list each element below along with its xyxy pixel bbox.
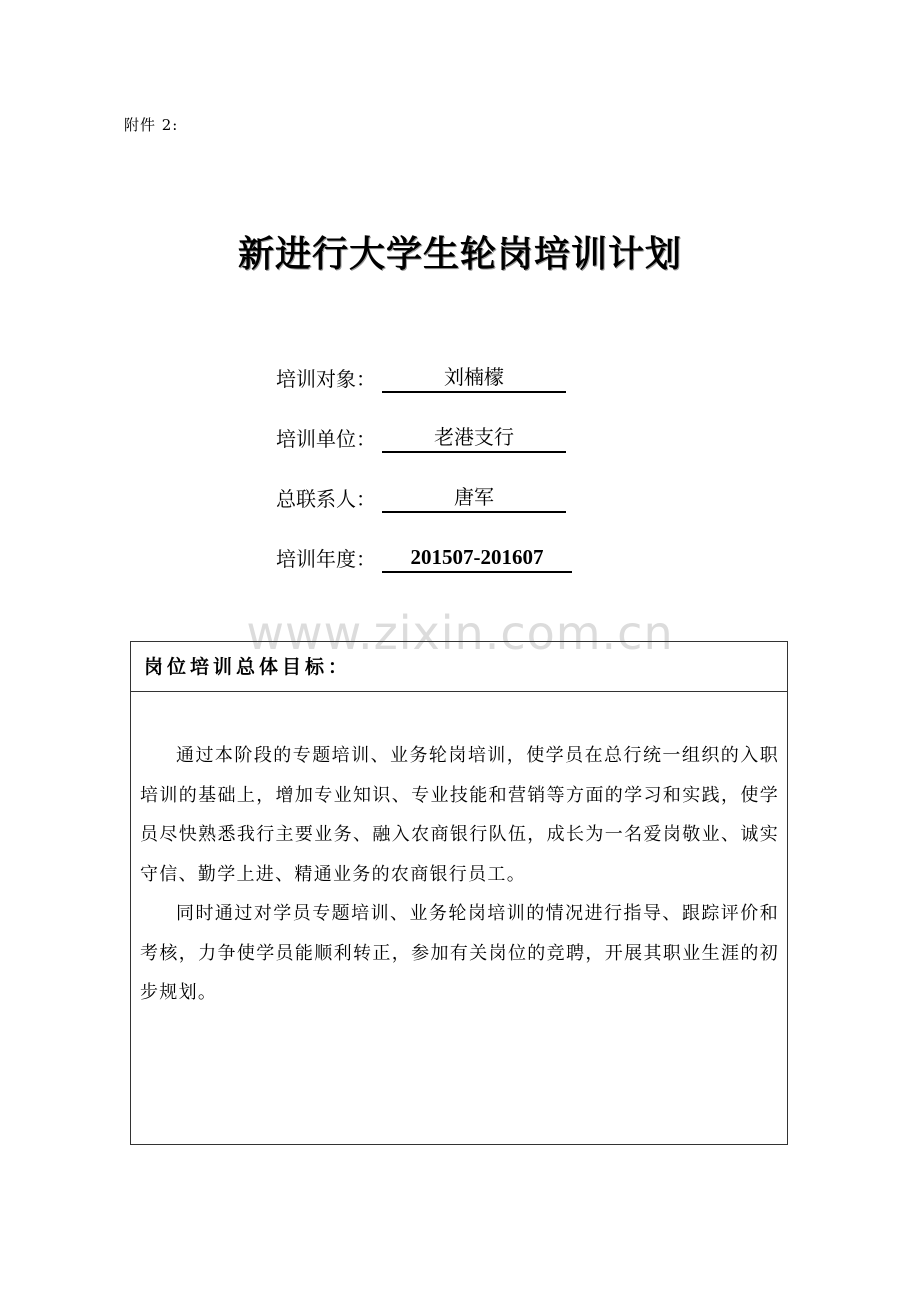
info-row-year bbox=[276, 544, 572, 574]
goal-body bbox=[131, 692, 787, 1013]
goal-heading: 岗位培训总体目标： bbox=[131, 642, 787, 692]
goal-paragraph-2: 同时通过对学员专题培训、业务轮岗培训的情况进行指导、跟踪评价和考核，力争使学员能顺利转正，参加有关岗位的竞聘，开展其职业生涯的初步规划。 bbox=[140, 903, 779, 1003]
contact-label: 总联系人： bbox=[276, 487, 376, 511]
year-label: 培训年度： bbox=[276, 547, 376, 571]
info-row-unit bbox=[276, 424, 566, 454]
document-title: 新进行大学生轮岗培训计划 bbox=[237, 234, 682, 275]
info-row-contact bbox=[276, 484, 566, 514]
unit-value: 老港支行 bbox=[382, 424, 566, 453]
attachment-label: 附件 2: bbox=[124, 116, 179, 134]
trainee-value: 刘楠檬 bbox=[382, 364, 566, 393]
watermark: www.zixin.com.cn bbox=[246, 606, 674, 660]
unit-label: 培训单位： bbox=[276, 427, 376, 451]
goal-paragraph-1: 通过本阶段的专题培训、业务轮岗培训，使学员在总行统一组织的入职培训的基础上，增加专业知识、专业技能和营销等方面的学习和实践，使学员尽快熟悉我行主要业务、融入农商银行队伍，成长为一名爱岗敬业、诚实守信、勤学上进、精通业务的农商银行员工。 bbox=[140, 745, 779, 885]
year-value: 201507-201607 bbox=[382, 544, 572, 573]
info-row-trainee bbox=[276, 364, 566, 394]
trainee-label: 培训对象： bbox=[276, 367, 376, 391]
contact-value: 唐军 bbox=[382, 484, 566, 513]
goal-box bbox=[130, 641, 788, 1145]
